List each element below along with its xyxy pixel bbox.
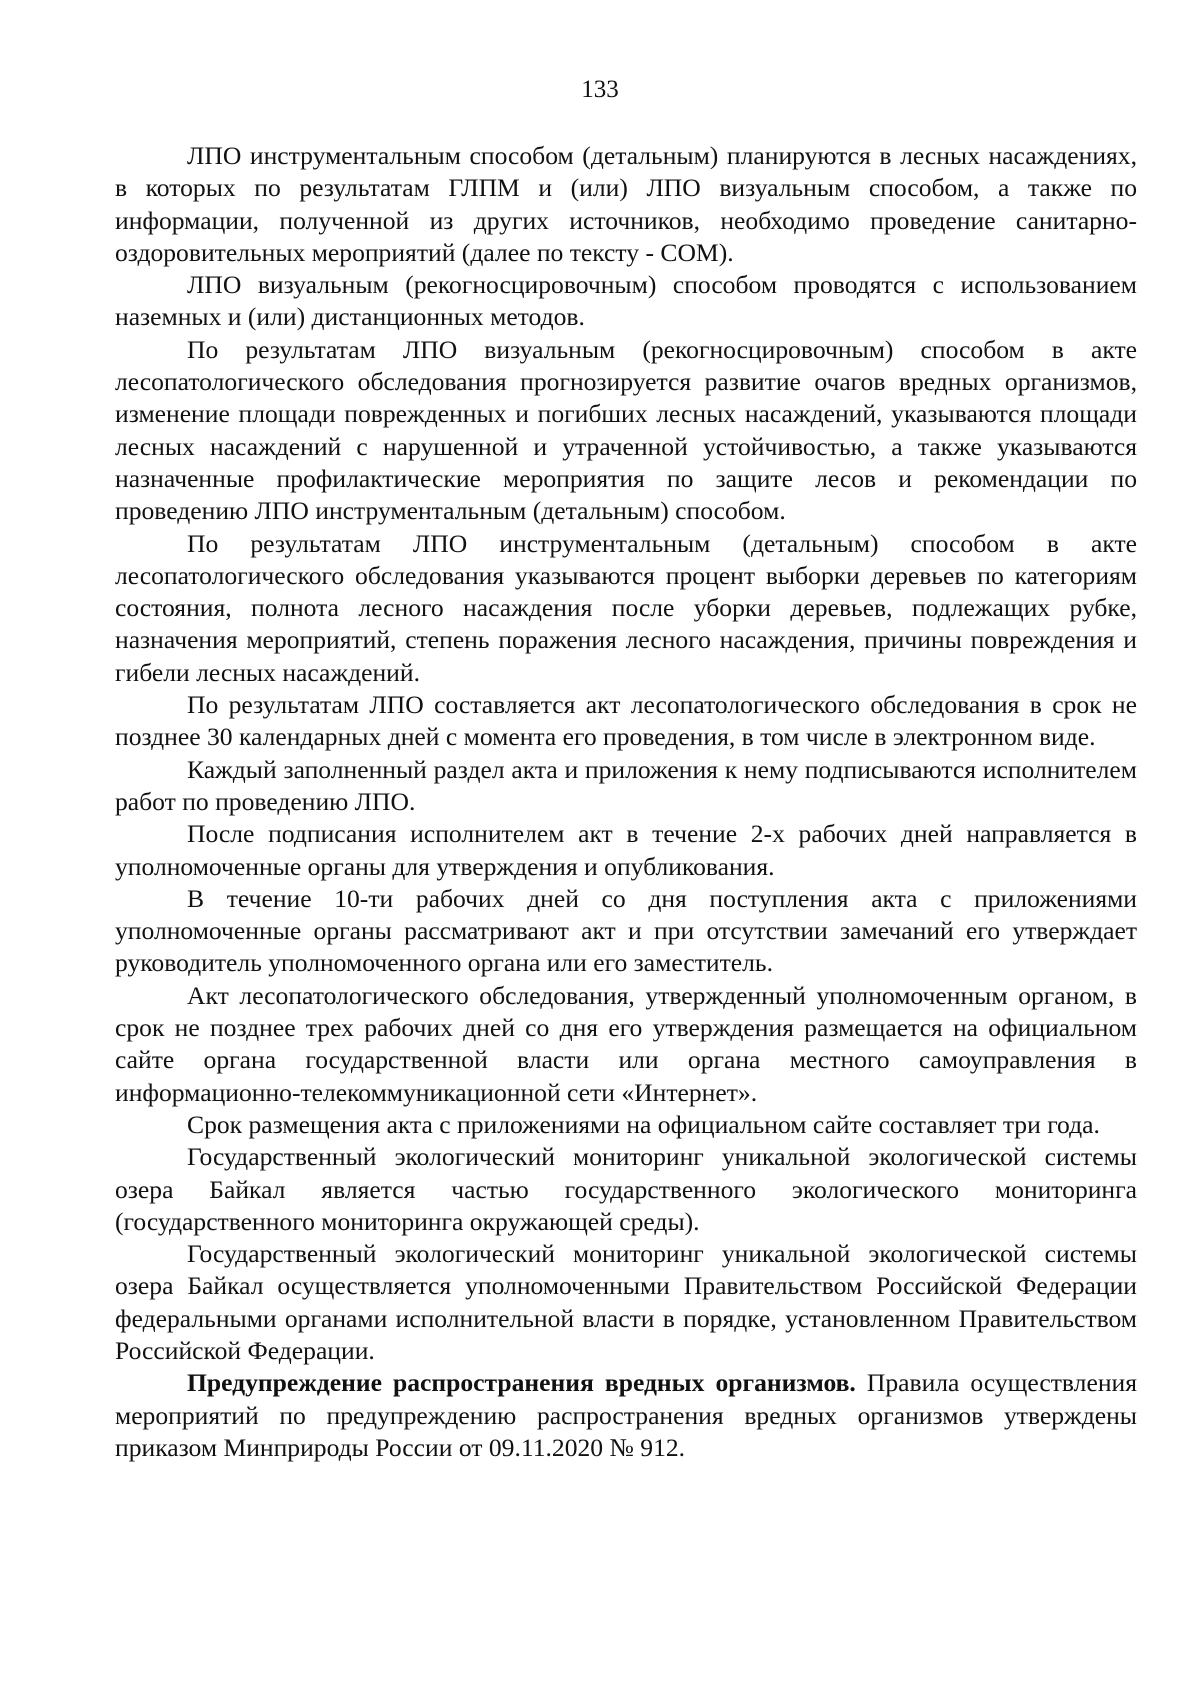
paragraph-baikal-monitoring-part: Государственный экологический мониторинг уникальной экологической системы озера Байкал является частью государственного экологического мониторинга (государственного мониторинга окружающей среды). [115,1142,1137,1236]
paragraph-act-signing: Каждый заполненный раздел акта и приложения к нему подписываются исполнителем работ по проведению ЛПО. [115,754,1137,816]
paragraph-act-publication: Акт лесопатологического обследования, утвержденный уполномоченным органом, в срок не позднее трех рабочих дней со дня его утверждения размещается на официальном сайте органа государственной власти или органа местного самоуправления в информационно-телекоммуникационной сети «Интернет». [115,980,1137,1107]
paragraph-pest-prevention-text: Правила осуществления мероприятий по предупреждению распространения вредных организмов утверждены приказом Минприроды России от 09.11.2020 № 912. [115,1368,1137,1462]
page-number: 133 [581,76,619,103]
paragraph-baikal-monitoring-authority: Государственный экологический мониторинг уникальной экологической системы озера Байкал осуществляется уполномоченными Правительством Российской Федерации федеральными органами исполнительной власти в порядке, установленном Правительством Российской Федерации. [115,1239,1137,1365]
paragraph-visual-results: По результатам ЛПО визуальным (рекогносцировочным) способом в акте лесопатологического обследования прогнозируется развитие очагов вредных организмов, изменение площади поврежденных и погибших лесных насаждений, указываются площади лесных насаждений с нарушенной и утраченной устойчивостью, а также указываются назначенные профилактические мероприятия по защите лесов и рекомендации по проведению ЛПО инструментальным (детальным) способом. [115,334,1137,526]
paragraph-act-approval: В течение 10-ти рабочих дней со дня поступления акта с приложениями уполномоченные органы рассматривают акт и при отсутствии замечаний его утверждает руководитель уполномоченного органа или его заместитель. [115,883,1137,978]
paragraph-act-submission: После подписания исполнителем акт в течение 2-х рабочих дней направляется в уполномоченные органы для утверждения и опубликования. [115,819,1137,881]
paragraph-lpo-visual-methods: ЛПО визуальным (рекогносцировочным) способом проводятся с использованием наземных и (или) дистанционных методов. [115,270,1137,332]
paragraph-pest-prevention [115,1367,1137,1464]
paragraph-publication-term: Срок размещения акта с приложениями на официальном сайте составляет три года. [187,1109,1100,1139]
section-heading-pest-prevention: Предупреждение распространения вредных организмов. [187,1368,856,1398]
paragraph-act-deadline: По результатам ЛПО составляется акт лесопатологического обследования в срок не позднее 30 календарных дней с момента его проведения, в том числе в электронном виде. [115,690,1137,752]
paragraph-instrumental-results: По результатам ЛПО инструментальным (детальным) способом в акте лесопатологического обследования указываются процент выборки деревьев по категориям состояния, полнота лесного насаждения после уборки деревьев, подлежащих рубке, назначения мероприятий, степень поражения лесного насаждения, причины повреждения и гибели лесных насаждений. [115,528,1137,687]
paragraph-lpo-instrumental-planning: ЛПО инструментальным способом (детальным) планируются в лесных насаждениях, в которых по результатам ГЛПМ и (или) ЛПО визуальным способом, а также по информации, полученной из других источников, необходимо проведение санитарно-оздоровительных мероприятий (далее по тексту - СОМ). [115,141,1137,267]
document-body [115,140,1137,1464]
